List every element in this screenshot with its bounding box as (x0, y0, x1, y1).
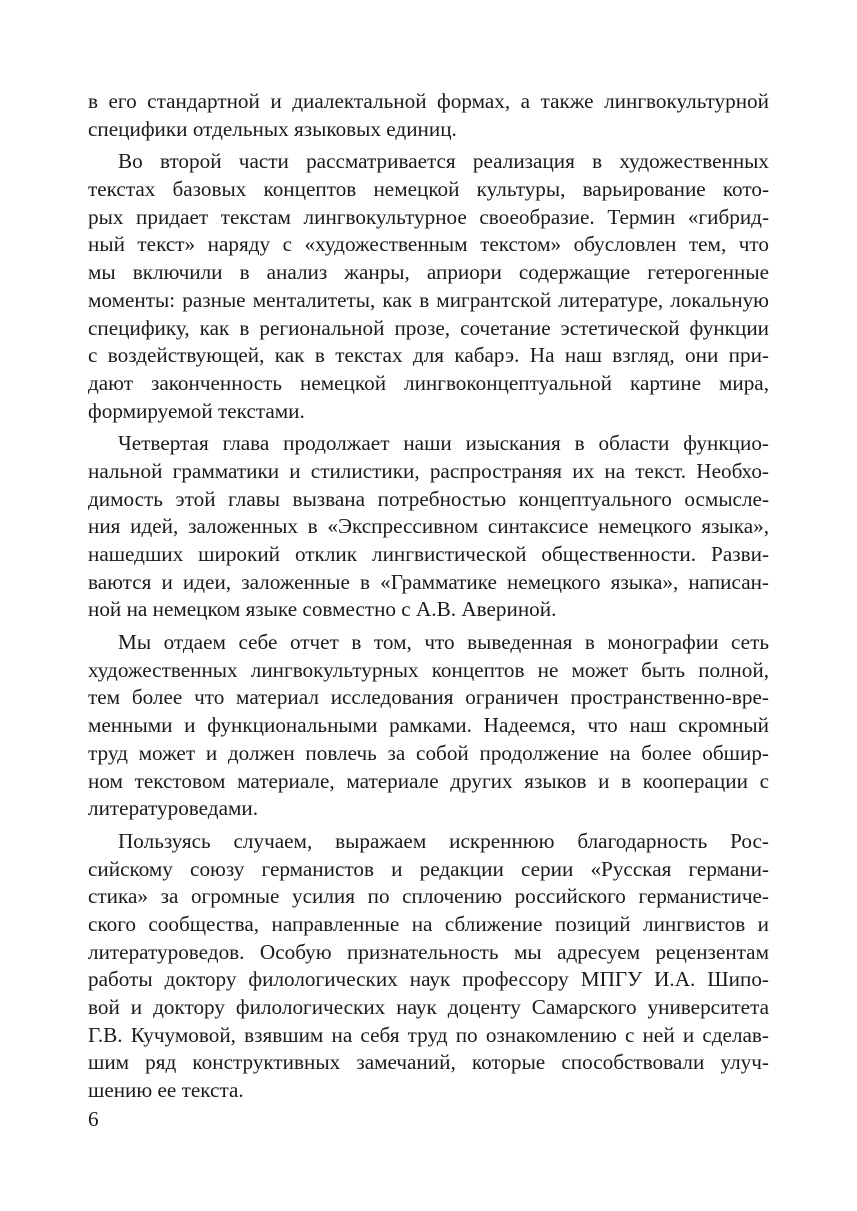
text-line: ной на немецком языке совместно с А.В. Авериной. (88, 597, 557, 622)
text-line: димость этой главы вызвана потребностью концептуального осмысле- (88, 486, 769, 511)
text-line: шим ряд конструктивных замечаний, которые способствовали улуч- (88, 1050, 769, 1075)
text-line: тем более что материал исследования ограничен пространственно-вре- (88, 685, 769, 710)
paragraph (88, 828, 769, 1105)
text-line: сийскому союзу германистов и редакции серии «Русская германи- (88, 856, 769, 881)
text-line: текстах базовых концептов немецкой культуры, варьирование кото- (88, 177, 769, 202)
text-line: художественных лингвокультурных концептов не может быть полной, (88, 657, 769, 682)
text-line: стика» за огромные усилия по сплочению российского германистиче- (88, 884, 769, 909)
text-line: Г.В. Кучумовой, взявшим на себя труд по ознакомлению с ней и сделав- (88, 1022, 769, 1047)
text-line: труд может и должен повлечь за собой продолжение на более обшир- (88, 740, 769, 765)
text-line: литературоведами. (88, 796, 259, 821)
text-line: специфику, как в региональной прозе, сочетание эстетической функции (88, 315, 769, 340)
text-line: в его стандартной и диалектальной формах, а также лингвокультурной (88, 89, 769, 113)
text-line: моменты: разные менталитеты, как в мигрантской литературе, локальную (88, 287, 769, 312)
text-line: литературоведов. Особую признательность мы адресуем рецензентам (88, 939, 769, 964)
page-body (88, 88, 769, 1105)
text-line: ном текстовом материале, материале других языков и в кооперации с (88, 768, 769, 793)
text-line: дают законченность немецкой лингвоконцептуальной картине мира, (88, 370, 769, 395)
text-line: с воздействующей, как в текстах для кабарэ. На наш взгляд, они при- (88, 343, 769, 368)
text-line: Четвертая глава продолжает наши изыскания в области функцио- (118, 431, 769, 456)
text-line: ского сообщества, направленные на сближение позиций лингвистов и (88, 911, 769, 936)
text-line: Во второй части рассматривается реализация в художественных (118, 149, 769, 174)
text-line: ный текст» наряду с «художественным текстом» обусловлен тем, что (88, 232, 769, 257)
paragraph (88, 629, 769, 823)
text-line: Мы отдаем себе отчет в том, что выведенная в монографии сеть (118, 630, 769, 655)
text-line: вой и доктору филологических наук доценту Самарского университета (88, 995, 769, 1019)
text-line: работы доктору филологических наук профессору МПГУ И.А. Шипо- (88, 967, 769, 992)
paragraph (88, 88, 769, 143)
text-line: ваются и идеи, заложенные в «Грамматике немецкого языка», написан- (88, 569, 769, 594)
paragraph (88, 430, 769, 624)
text-line: шению ее текста. (88, 1078, 244, 1103)
text-line: специфики отдельных языковых единиц. (88, 116, 457, 141)
paragraph (88, 148, 769, 425)
text-line: менными и функциональными рамками. Надеемся, что наш скромный (88, 713, 769, 738)
text-line: нальной грамматики и стилистики, распространяя их на текст. Необхо- (88, 458, 769, 483)
page-number: 6 (88, 1107, 99, 1131)
text-line: рых придает текстам лингвокультурное своеобразие. Термин «гибрид- (88, 204, 769, 229)
text-line: мы включили в анализ жанры, априори содержащие гетерогенные (88, 260, 769, 285)
text-line: формируемой текстами. (88, 398, 305, 423)
text-line: нашедших широкий отклик лингвистической общественности. Разви- (88, 542, 769, 566)
text-line: Пользуясь случаем, выражаем искреннюю благодарность Рос- (118, 828, 769, 853)
text-line: ния идей, заложенных в «Экспрессивном синтаксисе немецкого языка», (88, 514, 769, 539)
